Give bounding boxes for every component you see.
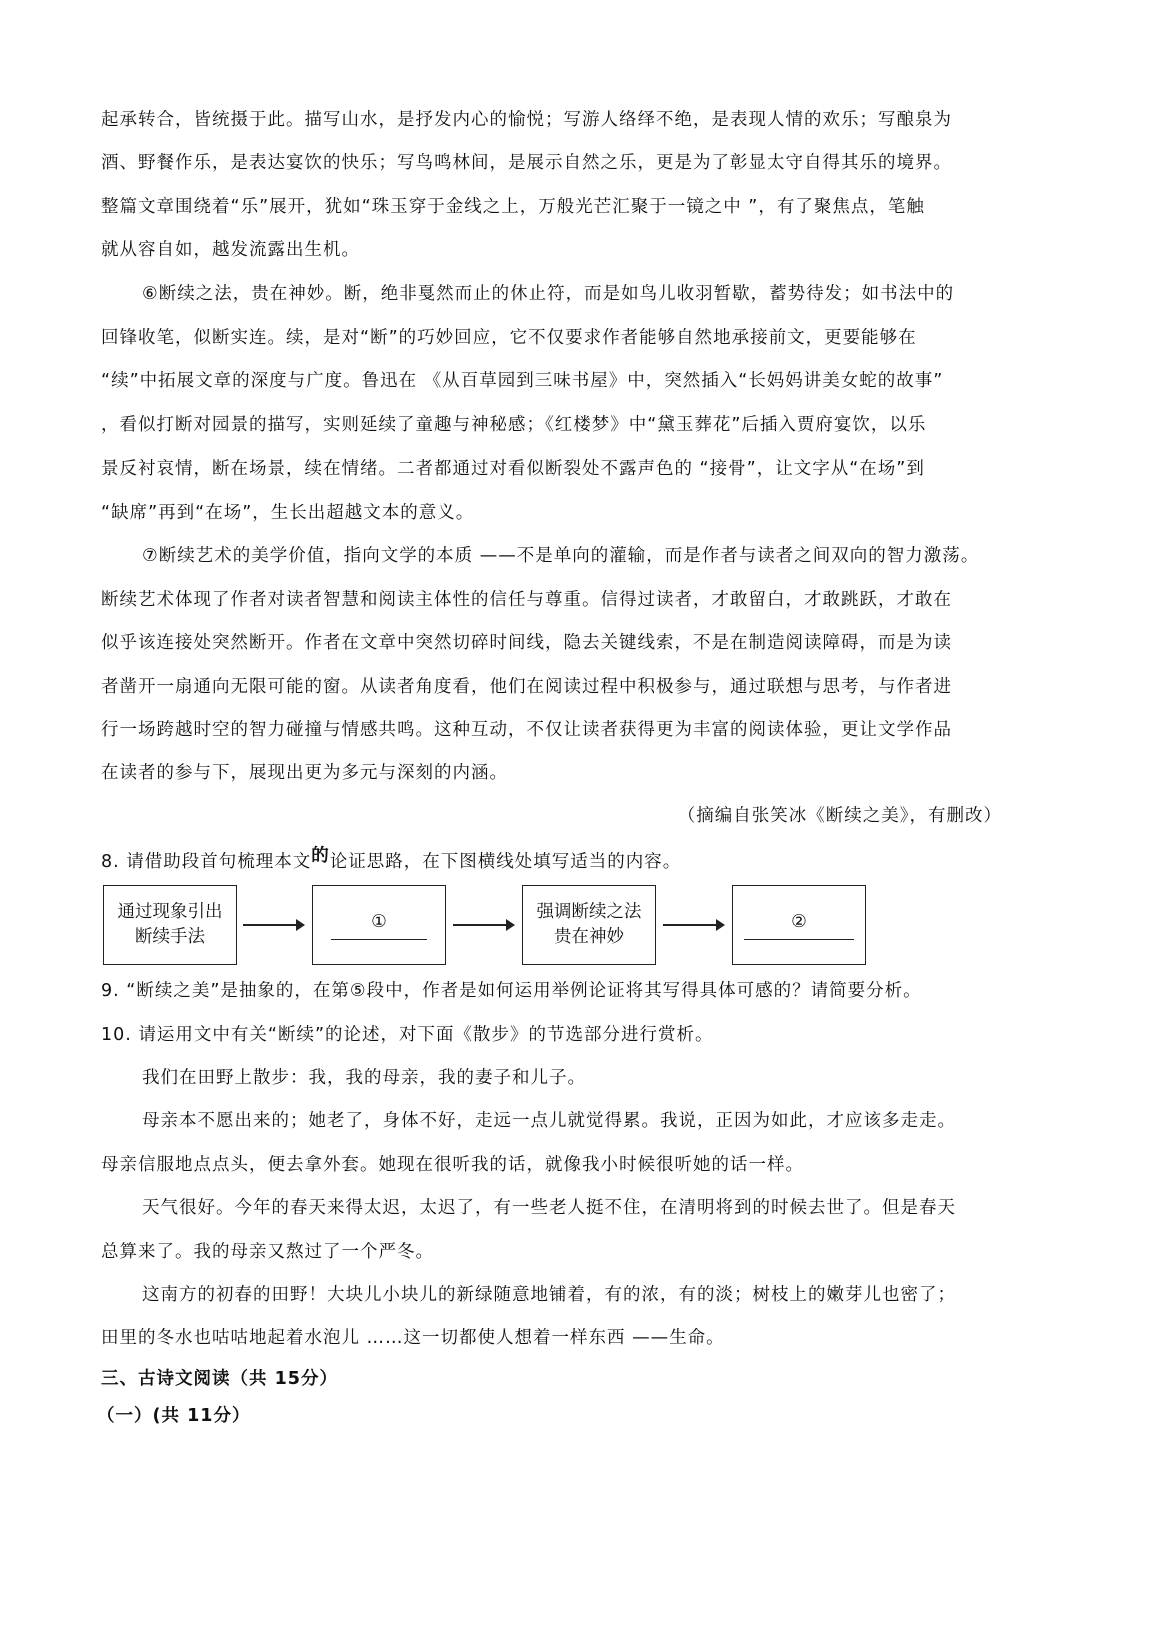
source-citation: （摘编自张笑冰《断续之美》，有删改） (677, 806, 1002, 826)
text-line: 在读者的参与下，展现出更为多元与深刻的内涵。 (101, 763, 508, 783)
subsection-heading: （一）(共 11分） (97, 1406, 251, 1426)
text-line: “缺席”再到“在场”，生长出超越文本的意义。 (101, 503, 475, 523)
text-line: 这南方的初春的田野！大块儿小块儿的新绿随意地铺着，有的浓，有的淡；树枝上的嫩芽儿也密了； (142, 1285, 956, 1305)
text-line: 行一场跨越时空的智力碰撞与情感共鸣。这种互动，不仅让读者获得更为丰富的阅读体验，更让文学作品 (101, 720, 952, 740)
text-line: 我们在田野上散步：我，我的母亲，我的妻子和儿子。 (142, 1068, 586, 1088)
text-line: 田里的冬水也咕咕地起着水泡儿 ……这一切都使人想着一样东西 ——生命。 (101, 1328, 725, 1348)
text-line: 者凿开一扇通向无限可能的窗。从读者角度看，他们在阅读过程中积极参与，通过联想与思考，与作者进 (101, 677, 952, 697)
box-text: 强调断续之法 (536, 902, 642, 922)
arrow-icon (453, 924, 513, 926)
text-line: 母亲信服地点点头，便去拿外套。她现在很听我的话，就像我小时候很听她的话一样。 (101, 1155, 804, 1175)
blank-number: ② (791, 912, 807, 932)
question-10: 10. 请运用文中有关“断续”的论述，对下面《散步》的节选部分进行赏析。 (101, 1025, 714, 1045)
text-line: 断续艺术体现了作者对读者智慧和阅读主体性的信任与尊重。信得过读者，才敢留白，才敢跳跃，才敢在 (101, 590, 952, 610)
question-9: 9. “断续之美”是抽象的，在第⑤段中，作者是如何运用举例论证将其写得具体可感的？请简要分析。 (101, 981, 922, 1001)
diagram-box-3 (522, 885, 656, 965)
q8-text: 的 (311, 846, 330, 866)
answer-blank-2[interactable] (744, 939, 854, 940)
q8-text: 论证思路，在下图横线处填写适当的内容。 (329, 852, 682, 872)
question-8 (101, 846, 682, 873)
text-line: ，看似打断对园景的描写，实则延续了童趣与神秘感；《红楼梦》中“黛玉葬花”后插入贾府宴饮，以乐 (101, 415, 927, 435)
diagram-box-4 (732, 885, 866, 965)
text-line: 天气很好。今年的春天来得太迟，太迟了，有一些老人挺不住，在清明将到的时候去世了。但是春天 (142, 1198, 956, 1218)
box-text: 通过现象引出 (117, 902, 223, 922)
text-line: 就从容自如，越发流露出生机。 (101, 240, 360, 260)
text-line: ⑥断续之法，贵在神妙。断，绝非戛然而止的休止符，而是如鸟儿收羽暂歇，蓄势待发；如书法中的 (142, 284, 955, 304)
text-line: ⑦断续艺术的美学价值，指向文学的本质 ——不是单向的灌输，而是作者与读者之间双向的智力激荡。 (142, 546, 980, 566)
text-line: 起承转合，皆统摄于此。描写山水，是抒发内心的愉悦；写游人络绎不绝，是表现人情的欢乐；写酿泉为 (101, 110, 952, 130)
diagram-box-1 (103, 885, 237, 965)
text-line: 回锋收笔，似断实连。续，是对“断”的巧妙回应，它不仅要求作者能够自然地承接前文，更要能够在 (101, 328, 917, 348)
text-line: 酒、野餐作乐，是表达宴饮的快乐；写鸟鸣林间，是展示自然之乐，更是为了彰显太守自得其乐的境界。 (101, 153, 952, 173)
section-heading: 三、古诗文阅读（共 15分） (101, 1369, 338, 1389)
blank-number: ① (371, 912, 387, 932)
text-line: 母亲本不愿出来的；她老了，身体不好，走远一点儿就觉得累。我说，正因为如此，才应该多走走。 (142, 1111, 956, 1131)
box-text: 断续手法 (135, 927, 205, 947)
box-text: 贵在神妙 (554, 927, 624, 947)
text-line: 整篇文章围绕着“乐”展开，犹如“珠玉穿于金线之上，万般光芒汇聚于一镜之中 ”，有了聚焦点，笔触 (101, 197, 925, 217)
text-line: 景反衬哀情，断在场景，续在情绪。二者都通过对看似断裂处不露声色的 “接骨”，让文字从“在场”到 (101, 459, 925, 479)
diagram-box-2 (312, 885, 446, 965)
arrow-icon (243, 924, 303, 926)
text-line: 似乎该连接处突然断开。作者在文章中突然切碎时间线，隐去关键线索，不是在制造阅读障碍，而是为读 (101, 633, 952, 653)
arrow-icon (663, 924, 723, 926)
text-line: 总算来了。我的母亲又熬过了一个严冬。 (101, 1242, 434, 1262)
text-line: “续”中拓展文章的深度与广度。鲁迅在 《从百草园到三味书屋》中，突然插入“长妈妈讲美女蛇的故事” (101, 371, 944, 391)
answer-blank-1[interactable] (331, 939, 427, 940)
q8-text: 8. 请借助段首句梳理本文 (101, 852, 312, 872)
